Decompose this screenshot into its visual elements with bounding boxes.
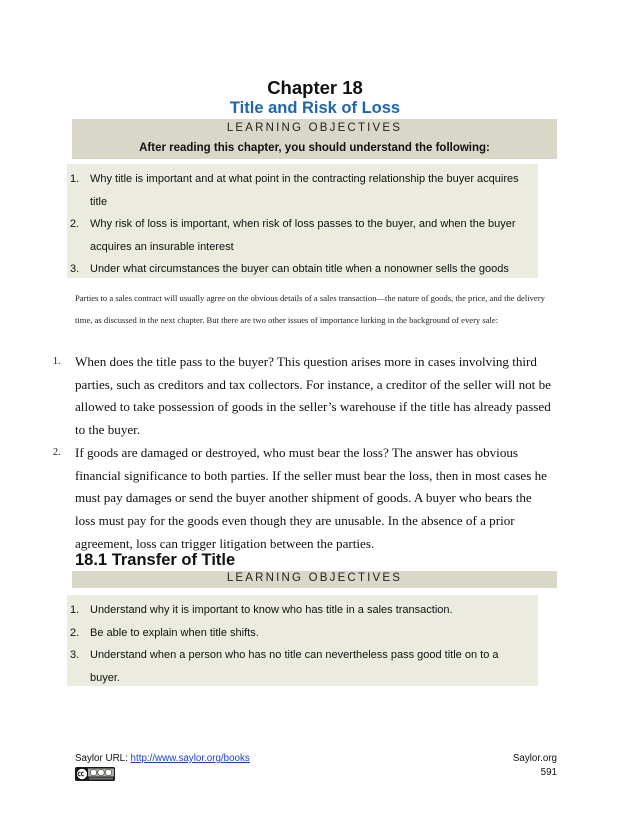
list-number: 1. <box>70 173 80 185</box>
list-number: 1. <box>53 356 61 367</box>
list-text: Why risk of loss is important, when risk of loss passes to the buyer, and when the buyer acquires an insurable interest <box>90 218 516 253</box>
list-number: 3. <box>70 649 80 661</box>
list-text: Understand when a person who has no title can nevertheless pass good title on to a buyer. <box>90 649 499 684</box>
list-item <box>53 351 553 442</box>
learning-objectives-box <box>67 164 538 278</box>
learning-objectives-band <box>72 119 557 159</box>
footer-source <box>75 753 250 764</box>
list-item <box>70 258 530 281</box>
footer-site: Saylor.org <box>512 753 557 764</box>
learning-objectives-list <box>70 168 530 281</box>
footer-url-link[interactable]: http://www.saylor.org/books <box>130 753 250 764</box>
list-item <box>70 644 530 689</box>
list-number: 2. <box>70 218 80 230</box>
learning-objectives-heading: LEARNING OBJECTIVES <box>226 572 403 584</box>
intro-paragraph: Parties to a sales contract will usually agree on the obvious details of a sales transaction—the nature of goods, the price, and the delivery time, as discussed in the next chapter. But there are two other issues of importance lurking in the background of every sale: <box>75 293 545 326</box>
learning-objectives-band <box>72 571 557 588</box>
list-number: 2. <box>53 446 61 458</box>
footer-url-label: Saylor URL: <box>75 753 131 764</box>
list-item <box>70 599 530 622</box>
list-text: Why title is important and at what point in the contracting relationship the buyer acquires title <box>90 173 519 208</box>
list-text: Understand why it is important to know who has title in a sales transaction. <box>90 604 453 616</box>
list-text: Be able to explain when title shifts. <box>90 626 259 639</box>
list-text: When does the title pass to the buyer? This question arises more in cases involving third parties, such as creditors and tax collectors. For instance, a creditor of the seller will not be allowed to take possession of goods in the seller’s warehouse if the title has already passed to the buyer. <box>75 354 551 438</box>
chapter-subtitle: Title and Risk of Loss <box>229 99 401 117</box>
learning-objectives-list <box>70 599 530 689</box>
chapter-title: Chapter 18 <box>267 77 363 98</box>
learning-objectives-heading: LEARNING OBJECTIVES <box>226 122 403 134</box>
key-questions-list <box>53 351 553 555</box>
footer-page-number: 591 <box>540 767 557 778</box>
list-number: 3. <box>70 263 80 275</box>
list-item <box>70 168 530 213</box>
list-item <box>70 622 530 645</box>
list-text: Under what circumstances the buyer can obtain title when a nonowner sells the goods <box>90 263 509 275</box>
list-number: 1. <box>70 604 80 616</box>
learning-objectives-intro: After reading this chapter, you should understand the following: <box>139 142 490 154</box>
section-title: 18.1 Transfer of Title <box>75 551 236 569</box>
cc-by-nc-sa-icon <box>75 767 115 781</box>
learning-objectives-box <box>67 595 538 686</box>
list-item <box>70 213 530 258</box>
list-item <box>53 442 553 556</box>
list-text: If goods are damaged or destroyed, who must bear the loss? The answer has obvious financial significance to both parties. If the seller must bear the loss, then in most cases he must pay damages or send the buyer another shipment of goods. A buyer who bears the loss must pay for the goods even though they are unusable. In the absence of a prior agreement, loss can trigger litigation between the parties. <box>75 444 547 551</box>
license-badge-graphic <box>75 767 115 781</box>
list-number: 2. <box>70 626 80 639</box>
